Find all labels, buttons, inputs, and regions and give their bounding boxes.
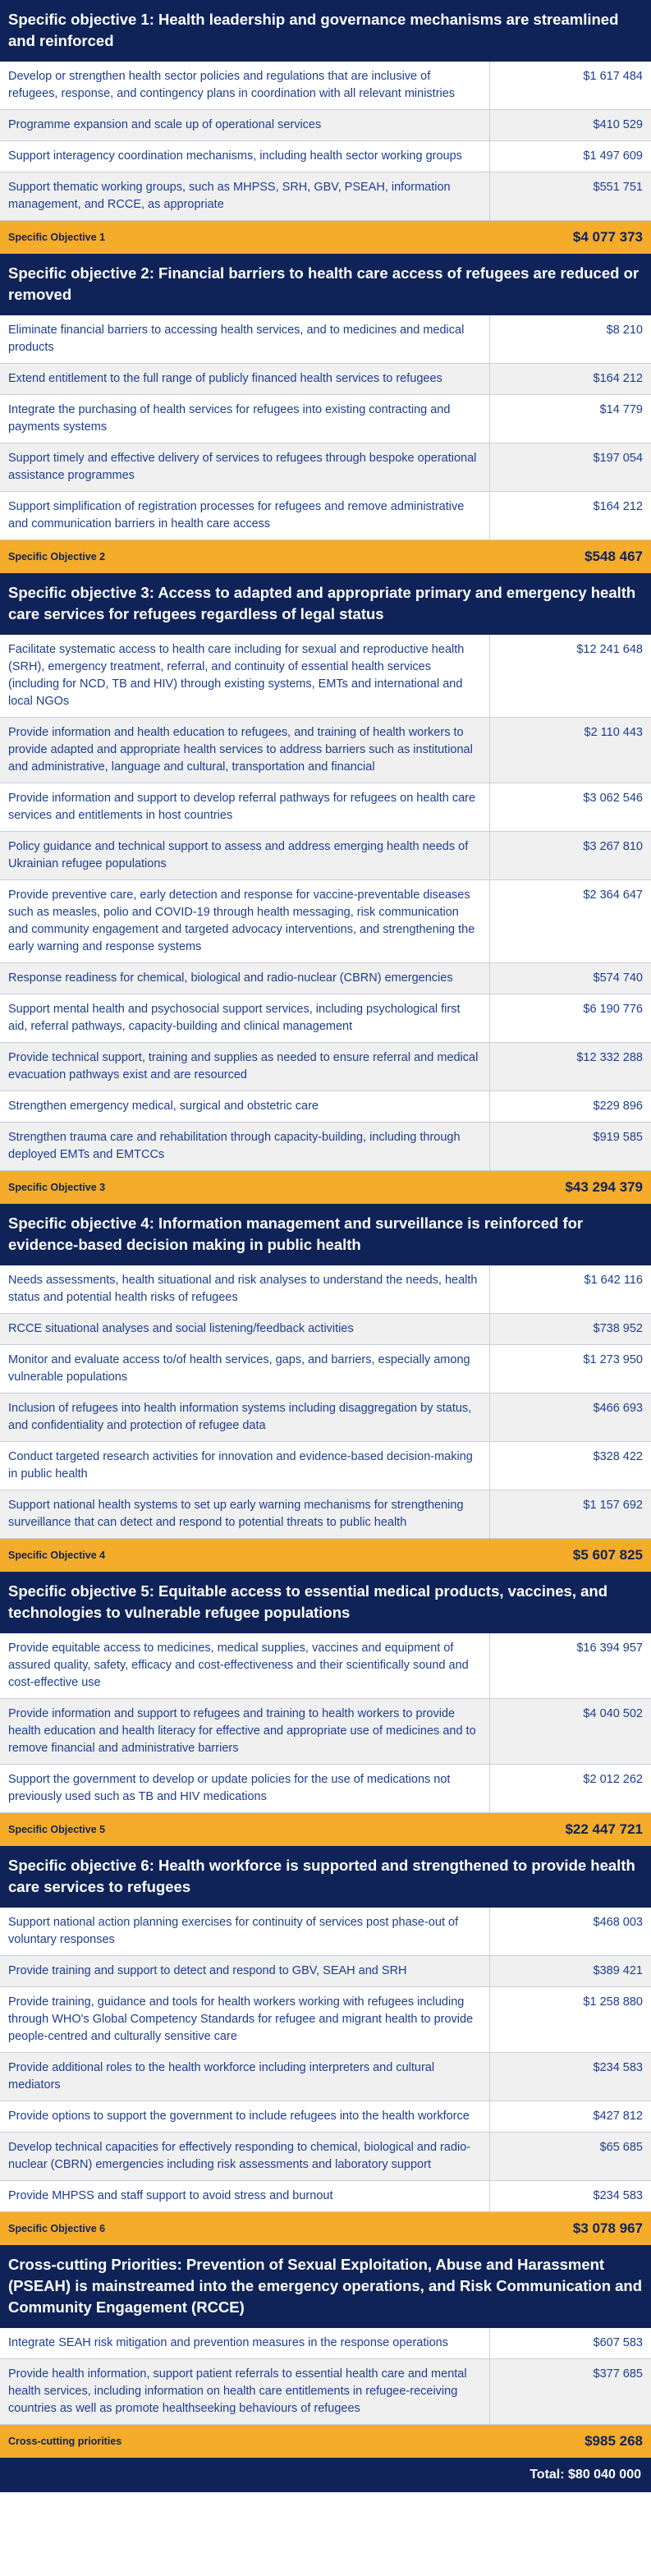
table-row <box>0 2181 651 2212</box>
table-row <box>0 2328 651 2359</box>
amount-cell: $234 583 <box>593 2061 643 2074</box>
table-row <box>0 315 651 364</box>
activity-cell: Extend entitlement to the full range of publicly financed health services to refugees <box>0 364 490 394</box>
amount-cell: $1 642 116 <box>584 1274 643 1287</box>
amount-cell: $2 110 443 <box>584 726 643 739</box>
amount-cell: $919 585 <box>593 1131 643 1144</box>
table-row <box>0 141 651 172</box>
subtotal-label: Specific Objective 3 <box>8 1182 106 1193</box>
table-row <box>0 783 651 832</box>
activity-cell: Provide equitable access to medicines, medical supplies, vaccines and equipment of assured quality, safety, efficacy and cost-effectiveness and their scientifically sound and cost-effective use <box>0 1633 490 1698</box>
subtotal-label: Specific Objective 1 <box>8 232 106 243</box>
activity-cell: Support the government to develop or update policies for the use of medications not previously used such as TB and HIV medications <box>0 1765 490 1812</box>
subtotal-value: $22 447 721 <box>565 1821 643 1837</box>
objective-heading: Specific objective 5: Equitable access to essential medical products, vaccines, and technologies to vulnerable refugee populations <box>0 1572 651 1633</box>
activity-cell: Facilitate systematic access to health care including for sexual and reproductive health (SRH), emergency treatment, referral, and continuity of essential health services (including for NCD, TB and HIV) through existing systems, EMTs and international and local NGOs <box>0 635 490 717</box>
table-row <box>0 1314 651 1345</box>
table-row <box>0 1908 651 1956</box>
activity-cell: Provide MHPSS and staff support to avoid stress and burnout <box>0 2181 490 2211</box>
amount-cell: $738 952 <box>593 1322 643 1335</box>
amount-cell: $8 210 <box>606 324 643 337</box>
activity-cell: Support mental health and psychosocial support services, including psychological first aid, referral pathways, capacity-building and clinical management <box>0 994 490 1042</box>
activity-cell: RCCE situational analyses and social listening/feedback activities <box>0 1314 490 1344</box>
amount-cell: $1 497 609 <box>583 149 643 163</box>
activity-cell: Inclusion of refugees into health information systems including disaggregation by status, and confidentiality and protection of refugee data <box>0 1394 490 1441</box>
activity-cell: Integrate the purchasing of health services for refugees into existing contracting and payments systems <box>0 395 490 443</box>
subtotal-value: $43 294 379 <box>565 1179 643 1195</box>
amount-cell: $197 054 <box>593 452 643 465</box>
amount-cell: $164 212 <box>593 372 643 385</box>
table-row <box>0 718 651 783</box>
subtotal-row <box>0 2212 651 2245</box>
table-row <box>0 2053 651 2101</box>
activity-cell: Support interagency coordination mechanisms, including health sector working groups <box>0 141 490 172</box>
activity-cell: Provide training and support to detect and respond to GBV, SEAH and SRH <box>0 1956 490 1986</box>
amount-cell: $6 190 776 <box>583 1003 643 1016</box>
table-row <box>0 1265 651 1314</box>
subtotal-row <box>0 1171 651 1204</box>
amount-cell: $410 529 <box>593 118 643 131</box>
objective-heading: Specific objective 1: Health leadership and governance mechanisms are streamlined and reinforced <box>0 0 651 62</box>
activity-cell: Integrate SEAH risk mitigation and prevention measures in the response operations <box>0 2328 490 2358</box>
subtotal-row <box>0 2425 651 2458</box>
activity-cell: Programme expansion and scale up of operational services <box>0 110 490 140</box>
table-row <box>0 1765 651 1813</box>
table-row <box>0 1442 651 1490</box>
table-row <box>0 364 651 395</box>
table-row <box>0 443 651 492</box>
table-row <box>0 1987 651 2053</box>
subtotal-label: Specific Objective 4 <box>8 1550 106 1561</box>
objective-heading: Cross-cutting Priorities: Prevention of Sexual Exploitation, Abuse and Harassment (PSEAH) is mainstreamed into the emergency operations, and Risk Communication and Community Engagement (RCCE) <box>0 2245 651 2328</box>
activity-cell: Support timely and effective delivery of services to refugees through bespoke operational assistance programmes <box>0 443 490 491</box>
table-row <box>0 832 651 880</box>
amount-cell: $328 422 <box>593 1450 643 1463</box>
table-row <box>0 1345 651 1394</box>
activity-cell: Provide technical support, training and supplies as needed to ensure referral and medical evacuation pathways exist and are resourced <box>0 1043 490 1091</box>
activity-cell: Eliminate financial barriers to accessing health services, and to medicines and medical products <box>0 315 490 363</box>
subtotal-label: Specific Objective 6 <box>8 2223 106 2234</box>
table-row <box>0 1123 651 1171</box>
activity-cell: Provide options to support the government to include refugees into the health workforce <box>0 2101 490 2132</box>
amount-cell: $1 157 692 <box>583 1499 643 1512</box>
subtotal-row <box>0 540 651 573</box>
table-row <box>0 395 651 443</box>
table-row <box>0 635 651 718</box>
subtotal-label: Specific Objective 2 <box>8 551 106 562</box>
table-row <box>0 1633 651 1699</box>
activity-cell: Support thematic working groups, such as MHPSS, SRH, GBV, PSEAH, information management, and RCCE, as appropriate <box>0 172 490 220</box>
amount-cell: $14 779 <box>599 403 643 416</box>
activity-cell: Develop or strengthen health sector policies and regulations that are inclusive of refugees, response, and contingency plans in coordination with all relevant ministries <box>0 62 490 109</box>
table-row <box>0 1490 651 1539</box>
subtotal-value: $5 607 825 <box>572 1547 643 1563</box>
activity-cell: Provide information and support to refugees and training to health workers to provide health education and health literacy for effective and appropriate use of medicines and to remove financial and administrative barriers <box>0 1699 490 1764</box>
amount-cell: $468 003 <box>593 1916 643 1929</box>
table-row <box>0 963 651 994</box>
table-row <box>0 110 651 141</box>
subtotal-label: Cross-cutting priorities <box>8 2436 122 2447</box>
subtotal-value: $548 467 <box>585 549 643 564</box>
table-row <box>0 1091 651 1123</box>
objective-heading: Specific objective 6: Health workforce is supported and strengthened to provide health care services to refugees <box>0 1846 651 1908</box>
subtotal-row <box>0 221 651 254</box>
amount-cell: $164 212 <box>593 500 643 513</box>
table-row <box>0 2101 651 2133</box>
activity-cell: Policy guidance and technical support to assess and address emerging health needs of Ukrainian refugee populations <box>0 832 490 879</box>
subtotal-value: $4 077 373 <box>572 229 643 245</box>
table-row <box>0 62 651 110</box>
grand-total <box>0 2458 651 2492</box>
subtotal-row <box>0 1813 651 1846</box>
activity-cell: Strengthen emergency medical, surgical and obstetric care <box>0 1091 490 1122</box>
activity-cell: Strengthen trauma care and rehabilitation through capacity-building, including through deployed EMTs and EMTCCs <box>0 1123 490 1170</box>
amount-cell: $2 364 647 <box>583 889 643 902</box>
amount-cell: $229 896 <box>593 1100 643 1113</box>
amount-cell: $551 751 <box>593 181 643 194</box>
subtotal-value: $3 078 967 <box>572 2220 643 2236</box>
amount-cell: $427 812 <box>593 2110 643 2123</box>
table-row <box>0 880 651 963</box>
activity-cell: Support simplification of registration processes for refugees and remove administrative and communication barriers in health care access <box>0 492 490 540</box>
objective-heading: Specific objective 2: Financial barriers to health care access of refugees are reduced or removed <box>0 254 651 315</box>
table-row <box>0 1956 651 1987</box>
activity-cell: Provide preventive care, early detection and response for vaccine-preventable diseases such as measles, polio and COVID-19 through health messaging, risk communication and community engagement and targeted advocacy interventions, and strengthening the early warning and response systems <box>0 880 490 962</box>
activity-cell: Provide training, guidance and tools for health workers working with refugees including through WHO's Global Competency Standards for refugee and migrant health to provide people-centred and culturally sensitive care <box>0 1987 490 2052</box>
amount-cell: $3 267 810 <box>583 840 643 853</box>
amount-cell: $1 273 950 <box>583 1353 643 1366</box>
amount-cell: $2 012 262 <box>583 1773 643 1786</box>
amount-cell: $1 258 880 <box>583 1995 643 2009</box>
activity-cell: Provide health information, support patient referrals to essential health care and mental health services, including information on health care entitlements in refugee-receiving countries as well as promote healthseeking behaviours of refugees <box>0 2359 490 2424</box>
amount-cell: $607 583 <box>593 2336 643 2349</box>
activity-cell: Conduct targeted research activities for innovation and evidence-based decision-making in public health <box>0 1442 490 1490</box>
objective-heading: Specific objective 4: Information management and surveillance is reinforced for evidence-based decision making in public health <box>0 1204 651 1265</box>
amount-cell: $234 583 <box>593 2189 643 2202</box>
amount-cell: $389 421 <box>593 1964 643 1977</box>
table-row <box>0 2133 651 2181</box>
amount-cell: $65 685 <box>599 2141 643 2154</box>
activity-cell: Provide additional roles to the health workforce including interpreters and cultural mediators <box>0 2053 490 2101</box>
amount-cell: $12 332 288 <box>576 1051 643 1064</box>
table-row <box>0 2359 651 2425</box>
table-row <box>0 1699 651 1765</box>
activity-cell: Monitor and evaluate access to/of health services, gaps, and barriers, especially among vulnerable populations <box>0 1345 490 1393</box>
amount-cell: $1 617 484 <box>583 70 643 83</box>
table-row <box>0 1043 651 1091</box>
amount-cell: $4 040 502 <box>583 1707 643 1720</box>
activity-cell: Support national health systems to set up early warning mechanisms for strengthening surveillance that can detect and respond to potential threats to public health <box>0 1490 490 1538</box>
amount-cell: $377 685 <box>593 2367 643 2381</box>
objective-heading: Specific objective 3: Access to adapted and appropriate primary and emergency health care services for refugees regardless of legal status <box>0 573 651 635</box>
amount-cell: $16 394 957 <box>576 1642 643 1655</box>
amount-cell: $466 693 <box>593 1402 643 1415</box>
activity-cell: Develop technical capacities for effectively responding to chemical, biological and radio-nuclear (CBRN) emergencies including risk assessments and laboratory support <box>0 2133 490 2180</box>
grand-total-text: Total: $80 040 000 <box>530 2468 641 2482</box>
subtotal-row <box>0 1539 651 1572</box>
activity-cell: Response readiness for chemical, biological and radio-nuclear (CBRN) emergencies <box>0 963 490 994</box>
table-row <box>0 172 651 221</box>
activity-cell: Support national action planning exercises for continuity of services post phase-out of voluntary responses <box>0 1908 490 1955</box>
activity-cell: Provide information and health education to refugees, and training of health workers to provide adapted and appropriate health services to address barriers such as institutional and administrative, language and cultural, transportation and financial <box>0 718 490 783</box>
activity-cell: Needs assessments, health situational and risk analyses to understand the needs, health status and potential health risks of refugees <box>0 1265 490 1313</box>
amount-cell: $574 740 <box>593 971 643 985</box>
amount-cell: $12 241 648 <box>576 643 643 656</box>
table-row <box>0 492 651 540</box>
activity-cell: Provide information and support to develop referral pathways for refugees on health care services and entitlements in host countries <box>0 783 490 831</box>
amount-cell: $3 062 546 <box>583 792 643 805</box>
subtotal-label: Specific Objective 5 <box>8 1824 106 1835</box>
table-row <box>0 1394 651 1442</box>
table-row <box>0 994 651 1043</box>
subtotal-value: $985 268 <box>585 2433 643 2449</box>
